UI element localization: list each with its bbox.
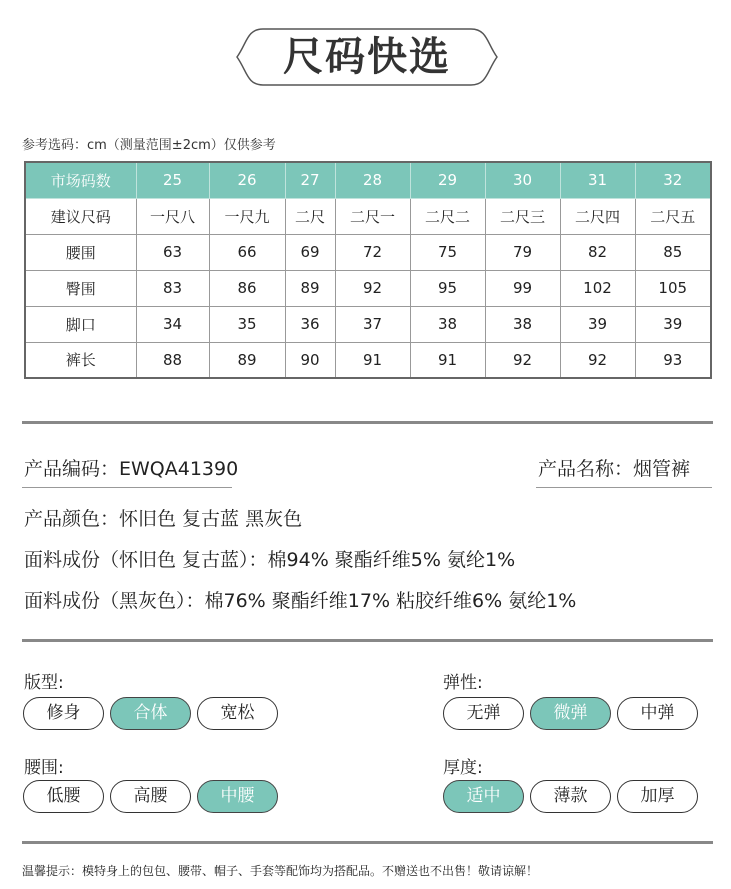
table-cell: 92 xyxy=(485,342,560,378)
row-label-cell: 脚口 xyxy=(25,306,136,342)
table-cell: 90 xyxy=(285,342,335,378)
table-cell: 69 xyxy=(285,234,335,270)
table-cell: 72 xyxy=(335,234,410,270)
table-cell: 63 xyxy=(136,234,209,270)
table-cell: 99 xyxy=(485,270,560,306)
fit-option-slim[interactable]: 修身 xyxy=(23,697,104,730)
table-cell: 39 xyxy=(635,306,711,342)
table-cell: 二尺四 xyxy=(560,198,635,234)
fit-option-regular[interactable]: 合体 xyxy=(110,697,191,730)
product-name-underline xyxy=(536,487,712,488)
waist-option-high[interactable]: 高腰 xyxy=(110,780,191,813)
table-cell: 95 xyxy=(410,270,485,306)
elasticity-option-slight[interactable]: 微弹 xyxy=(530,697,611,730)
divider xyxy=(22,841,713,844)
table-cell: 85 xyxy=(635,234,711,270)
table-cell: 86 xyxy=(209,270,285,306)
table-cell: 二尺三 xyxy=(485,198,560,234)
table-cell: 92 xyxy=(335,270,410,306)
page-title: 尺码快选 xyxy=(283,34,451,80)
table-cell: 一尺八 xyxy=(136,198,209,234)
row-label-cell: 裤长 xyxy=(25,342,136,378)
reference-note: 参考选码：cm（测量范围±2cm）仅供参考 xyxy=(22,138,276,153)
table-cell: 32 xyxy=(635,162,711,198)
table-row xyxy=(25,198,711,234)
title-banner xyxy=(235,27,499,87)
table-cell: 83 xyxy=(136,270,209,306)
table-cell: 二尺 xyxy=(285,198,335,234)
divider xyxy=(22,639,713,642)
table-cell: 89 xyxy=(285,270,335,306)
fabric-composition-1: 面料成份（怀旧色 复古蓝）：棉94% 聚酯纤维5% 氨纶1% xyxy=(24,549,516,571)
table-row xyxy=(25,342,711,378)
fit-option-loose[interactable]: 宽松 xyxy=(197,697,278,730)
table-cell: 79 xyxy=(485,234,560,270)
table-cell: 66 xyxy=(209,234,285,270)
product-name: 产品名称：烟管裤 xyxy=(538,458,691,480)
table-cell: 一尺九 xyxy=(209,198,285,234)
thickness-option-thin[interactable]: 薄款 xyxy=(530,780,611,813)
table-cell: 36 xyxy=(285,306,335,342)
elasticity-label: 弹性: xyxy=(443,673,483,693)
table-cell: 35 xyxy=(209,306,285,342)
table-cell: 93 xyxy=(635,342,711,378)
elasticity-option-medium[interactable]: 中弹 xyxy=(617,697,698,730)
table-cell: 38 xyxy=(410,306,485,342)
table-cell: 89 xyxy=(209,342,285,378)
waist-option-mid[interactable]: 中腰 xyxy=(197,780,278,813)
waist-label: 腰围: xyxy=(24,758,64,778)
table-row xyxy=(25,234,711,270)
table-cell: 26 xyxy=(209,162,285,198)
thickness-label: 厚度: xyxy=(443,758,483,778)
row-label-cell: 市场码数 xyxy=(25,162,136,198)
table-header-row xyxy=(25,162,711,198)
row-label-cell: 建议尺码 xyxy=(25,198,136,234)
table-cell: 37 xyxy=(335,306,410,342)
table-cell: 二尺二 xyxy=(410,198,485,234)
table-cell: 88 xyxy=(136,342,209,378)
table-row xyxy=(25,306,711,342)
fabric-composition-2: 面料成份（黑灰色）：棉76% 聚酯纤维17% 粘胶纤维6% 氨纶1% xyxy=(24,590,577,612)
table-cell: 25 xyxy=(136,162,209,198)
table-cell: 30 xyxy=(485,162,560,198)
table-cell: 28 xyxy=(335,162,410,198)
product-code-underline xyxy=(22,487,232,488)
size-table xyxy=(24,161,712,379)
fit-label: 版型: xyxy=(24,673,64,693)
thickness-option-medium[interactable]: 适中 xyxy=(443,780,524,813)
table-cell: 102 xyxy=(560,270,635,306)
elasticity-option-none[interactable]: 无弹 xyxy=(443,697,524,730)
divider xyxy=(22,421,713,424)
table-row xyxy=(25,270,711,306)
table-cell: 27 xyxy=(285,162,335,198)
table-cell: 34 xyxy=(136,306,209,342)
table-cell: 82 xyxy=(560,234,635,270)
table-cell: 39 xyxy=(560,306,635,342)
row-label-cell: 腰围 xyxy=(25,234,136,270)
product-colors: 产品颜色：怀旧色 复古蓝 黑灰色 xyxy=(24,508,303,530)
footer-note: 温馨提示：模特身上的包包、腰带、帽子、手套等配饰均为搭配品。不赠送也不出售！敬请谅解！ xyxy=(22,864,539,878)
row-label-cell: 臀围 xyxy=(25,270,136,306)
waist-option-low[interactable]: 低腰 xyxy=(23,780,104,813)
table-cell: 29 xyxy=(410,162,485,198)
table-cell: 91 xyxy=(335,342,410,378)
table-cell: 92 xyxy=(560,342,635,378)
product-code: 产品编码：EWQA41390 xyxy=(24,458,239,480)
table-cell: 91 xyxy=(410,342,485,378)
table-cell: 二尺一 xyxy=(335,198,410,234)
table-cell: 75 xyxy=(410,234,485,270)
table-cell: 105 xyxy=(635,270,711,306)
table-cell: 二尺五 xyxy=(635,198,711,234)
table-cell: 38 xyxy=(485,306,560,342)
table-cell: 31 xyxy=(560,162,635,198)
thickness-option-thick[interactable]: 加厚 xyxy=(617,780,698,813)
